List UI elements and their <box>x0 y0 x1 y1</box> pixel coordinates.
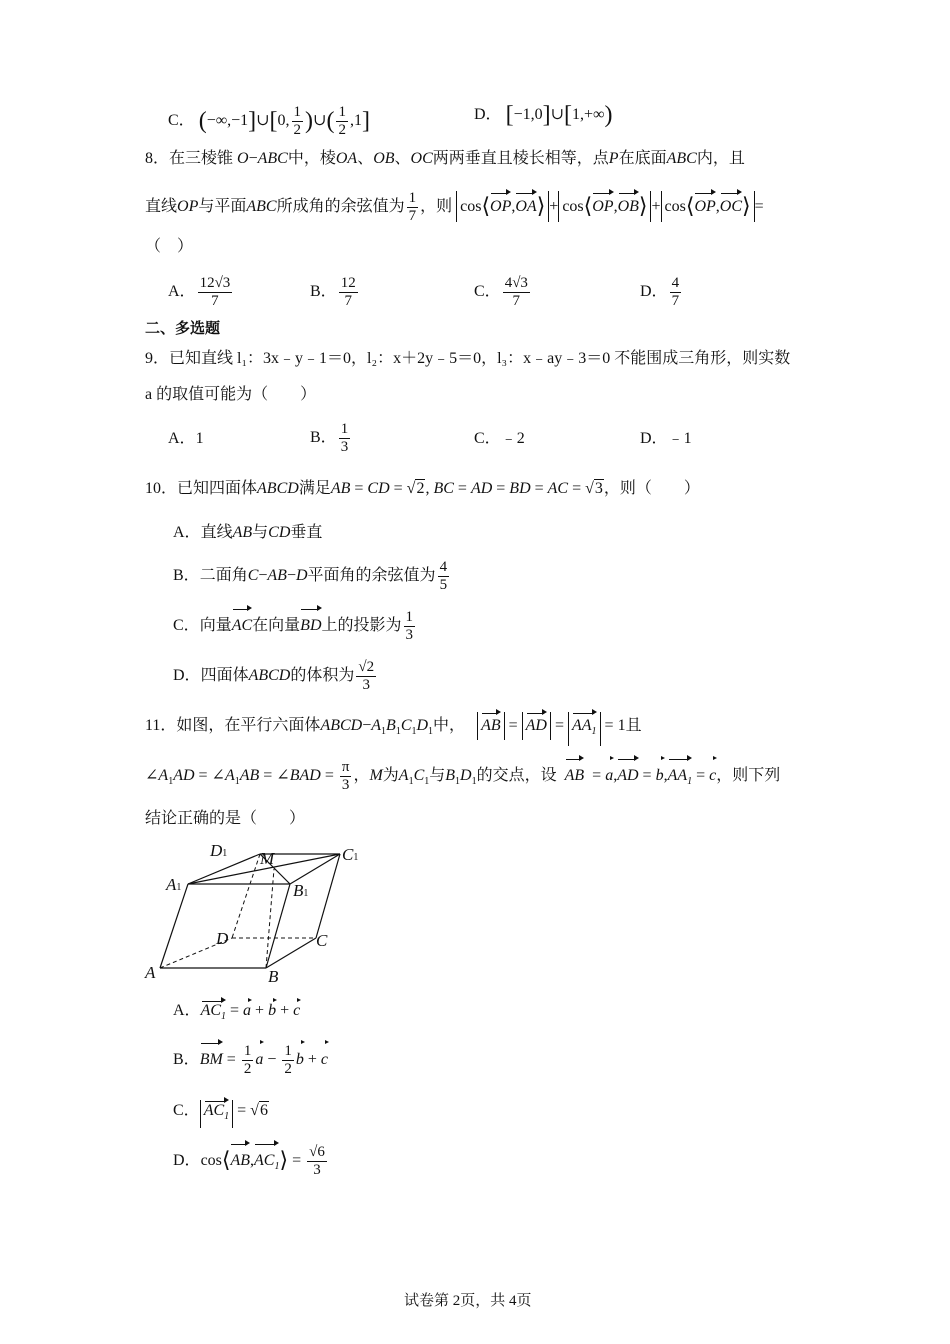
q11-line1: 11．如图，在平行六面体$ABCD-A_1B_1C_1D_1$中， AB = AD = $AA_1 = 1$且 <box>145 712 642 746</box>
label-D: D <box>216 929 229 948</box>
q8-line1: 8．在三棱锥 O−ABC中，棱OA、OB、OC两两垂直且棱长相等，点P在底面ABC内，且 <box>145 150 745 167</box>
q7-option-d: D． [−1,0]∪[1,+∞) <box>474 102 613 128</box>
q10-option-a: A．直线AB与CD垂直 <box>173 524 323 541</box>
label-D1: D1 <box>210 841 228 860</box>
q8-option-a: A． $\frac{12√3}{7}$ <box>168 274 231 309</box>
q11-option-a: A．$AC_1 = a + b + c$ <box>173 1000 300 1028</box>
q10-option-d: D．四面体ABCD的体积为 $\frac{√2}{3}$ <box>173 658 375 693</box>
q10-option-b: B．二面角C−AB−D平面角的余弦值为 $\frac{4}{5}$ <box>173 558 448 593</box>
q11-option-b: B．BM = $\frac{1}{2}$ a − $\frac{1}{2}$ b + c <box>173 1042 328 1077</box>
q8-option-d: D． $\frac{4}{7}$ <box>640 274 680 309</box>
q11-option-d: D．$\cos⟨AB,AC_1⟩$ = $\frac{√6}{3}$ <box>173 1142 329 1185</box>
page-footer: 试卷第 2页，共 4页 <box>404 1293 532 1309</box>
q10-option-c: C．向量AC在向量BD上的投影为 $\frac{1}{3}$ <box>173 608 414 643</box>
q7-option-c: C． (−∞,−1]∪[0, $\frac{1}{2}$ )∪( $\frac{1}{2}$ ,1] <box>168 104 370 138</box>
label-C1: C1 <box>342 845 359 864</box>
q11-line2: $\angle A_1AD$ = $\angle A_1AB$ = ∠BAD = $\frac{\pi}{3}$ ，M为$A_1C_1$与$B_1D_1$的交点，设 AB = $a,AD = b,AA_1 = c$，则下列 <box>145 758 780 800</box>
q11-option-c: C． $AC_1 = √6$ <box>173 1100 269 1128</box>
section-title: 二、多选题 <box>145 319 221 337</box>
q9-line2: a 的取值可能为（ ） <box>145 386 317 403</box>
q8-paren: （ ） <box>145 238 194 255</box>
parallelepiped-figure <box>140 838 380 988</box>
q10-stem: 10．已知四面体ABCD满足AB = CD = √2, BC = AD = BD = AC = √3，则（ ） <box>145 480 700 497</box>
q11-line3: 结论正确的是（ ） <box>145 810 306 827</box>
label-C: C <box>316 931 328 950</box>
q8-option-b: B． $\frac{12}{7}$ <box>310 274 356 309</box>
q9-line1: 9．已知直线 l₁：3x﹣y﹣1＝0，l₂：x＋2y﹣5＝0，l₃：x﹣ay﹣3＝0 不能围成三角形，则实数 <box>145 350 791 367</box>
q9-option-c: C．﹣2 <box>474 430 525 447</box>
q9-option-d: D．﹣1 <box>640 430 692 447</box>
label-B: B <box>268 967 279 986</box>
label-B1: B1 <box>293 881 309 900</box>
q8-option-c: C． $\frac{4√3}{7}$ <box>474 274 528 309</box>
q9-option-b: B． $\frac{1}{3}$ <box>310 420 349 455</box>
label-A1: A1 <box>166 875 182 894</box>
q8-line2: 直线OP与平面ABC所成角的余弦值为 $\frac{1}{7}$ ，则 cos⟨OP,OA⟩ + cos⟨OP,OB⟩ + cos⟨OP,OC⟩ = <box>145 190 764 224</box>
label-M: M <box>260 849 275 868</box>
q9-option-a: A．1 <box>168 430 204 447</box>
label-A: A <box>145 963 156 982</box>
